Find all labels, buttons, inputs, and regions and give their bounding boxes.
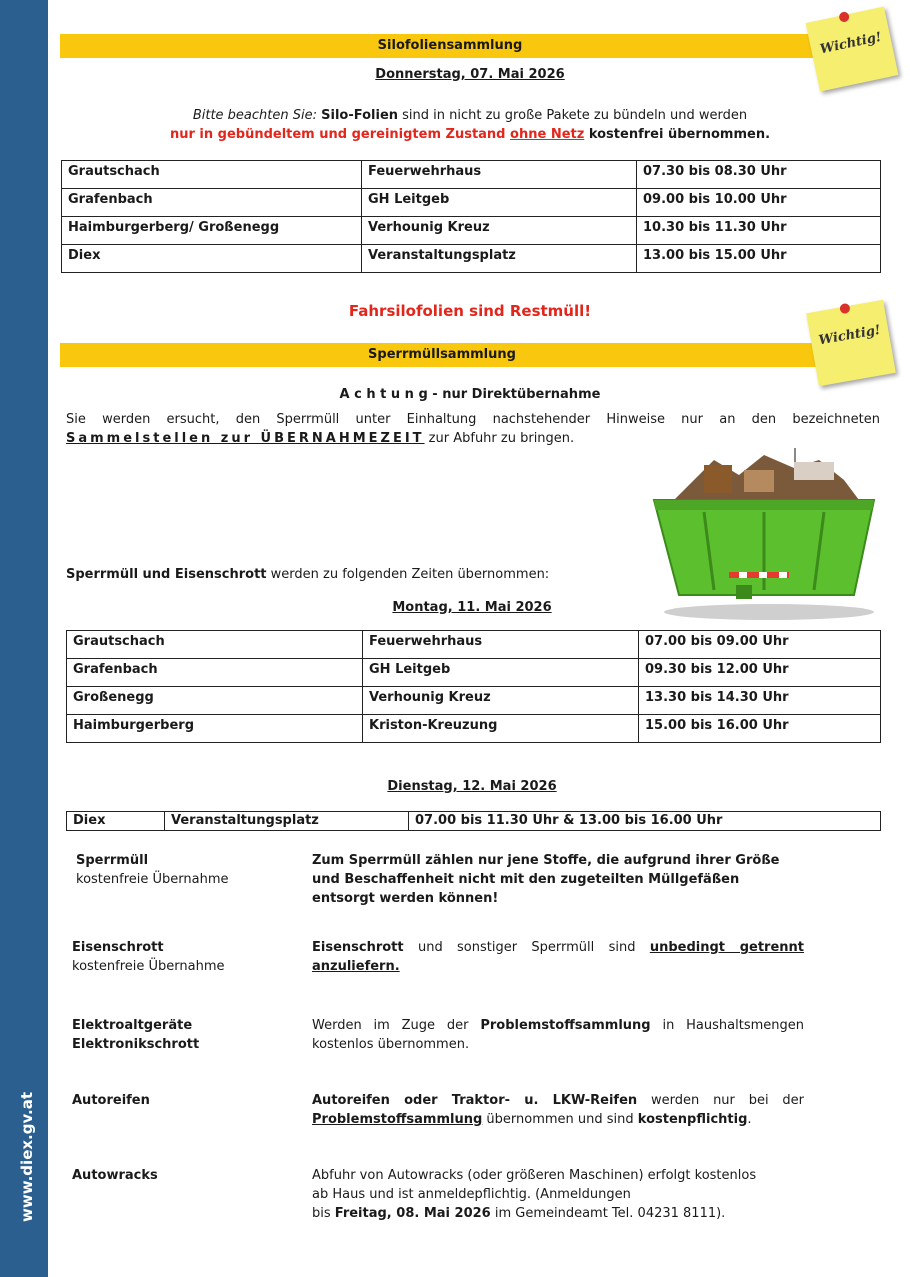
info-sperrmuell-text: Zum Sperrmüll zählen nur jene Stoffe, die aufgrund ihrer Größe und Beschaffenheit nicht mit den zugeteilten Müllgefäßen entsorgt werden können! <box>312 853 780 906</box>
info-reifen-text: Autoreifen oder Traktor- u. LKW-Reifen werden nur bei der Problemstoffsammlung übernommen und sind kostenpflichtig. <box>312 1093 805 1127</box>
sperr-table-tuesday <box>66 811 881 831</box>
silo-note: Bitte beachten Sie: Silo-Folien sind in nicht zu große Pakete zu bündeln und werden nur in gebündeltem und gereinigtem Zustand ohne Netz kostenfrei übernommen. <box>169 108 771 142</box>
sperr-times-intro: Sperrmüll und Eisenschrott werden zu folgenden Zeiten übernommen: <box>66 567 550 582</box>
info-wracks-label: Autowracks <box>72 1168 158 1183</box>
info-elektro-text: Werden im Zuge der Problemstoffsammlung in Haushaltsmengen kostenlos übernommen. <box>312 1018 804 1052</box>
pin-icon <box>839 303 851 315</box>
info-sperrmuell-label: Sperrmüll kostenfreie Übernahme <box>76 853 229 887</box>
info-reifen-label: Autoreifen <box>72 1093 150 1108</box>
table-row: Grafenbach GH Leitgeb 09.30 bis 12.00 Uhr <box>67 659 881 687</box>
sperr-header-bar <box>60 343 824 367</box>
table-row: Großenegg Verhounig Kreuz 13.30 bis 14.30 Uhr <box>67 687 881 715</box>
table-row: Haimburgerberg/ Großenegg Verhounig Kreuz 10.30 bis 11.30 Uhr <box>62 217 881 245</box>
info-wracks-text: Abfuhr von Autowracks (oder größeren Maschinen) erfolgt kostenlos ab Haus und ist anmeldepflichtig. (Anmeldungen bis Freitag, 08. Mai 2026 im Gemeindeamt Tel. 04231 8111). <box>312 1168 757 1221</box>
table-row: Diex Veranstaltungsplatz 13.00 bis 15.00 Uhr <box>62 245 881 273</box>
site-url: www.diex.gv.at <box>18 1091 36 1222</box>
sticky-note-icon: Wichtig! <box>806 300 896 386</box>
table-row: Grautschach Feuerwehrhaus 07.00 bis 09.00 Uhr <box>67 631 881 659</box>
sperr-instructions: Sie werden ersucht, den Sperrmüll unter Einhaltung nachstehender Hinweise nur an den bezeichneten Sammelstellen zur ÜBERNAHMEZEIT zur Abfuhr zu bringen. <box>66 412 880 446</box>
table-row: Diex Veranstaltungsplatz 07.00 bis 11.30 Uhr & 13.00 bis 16.00 Uhr <box>67 812 881 831</box>
silo-header-bar <box>60 34 840 58</box>
sidebar-strip <box>0 0 48 1277</box>
silo-header: Silofoliensammlung <box>377 38 523 53</box>
silo-warning: Fahrsilofolien sind Restmüll! <box>348 302 592 320</box>
achtung-line: A c h t u n g - nur Direktübernahme <box>339 387 601 402</box>
sperr-header: Sperrmüllsammlung <box>368 347 516 362</box>
dumpster-image <box>644 440 884 620</box>
info-eisen-text: Eisenschrott und sonstiger Sperrmüll sind unbedingt getrennt anzuliefern. <box>312 940 804 974</box>
silo-table <box>61 160 881 273</box>
silo-date: Donnerstag, 07. Mai 2026 <box>375 67 565 82</box>
table-row: Grafenbach GH Leitgeb 09.00 bis 10.00 Uhr <box>62 189 881 217</box>
table-row: Haimburgerberg Kriston-Kreuzung 15.00 bis 16.00 Uhr <box>67 715 881 743</box>
info-elektro-label: Elektroaltgeräte Elektronikschrott <box>72 1018 200 1052</box>
pin-icon <box>838 11 850 23</box>
sticky-note-icon: Wichtig! <box>806 6 899 91</box>
info-eisen-label: Eisenschrott kostenfreie Übernahme <box>72 940 225 974</box>
sperr-table-monday <box>66 630 881 743</box>
sperr-date-monday: Montag, 11. Mai 2026 <box>392 600 552 615</box>
table-row: Grautschach Feuerwehrhaus 07.30 bis 08.30 Uhr <box>62 161 881 189</box>
sperr-date-tuesday: Dienstag, 12. Mai 2026 <box>387 779 557 794</box>
